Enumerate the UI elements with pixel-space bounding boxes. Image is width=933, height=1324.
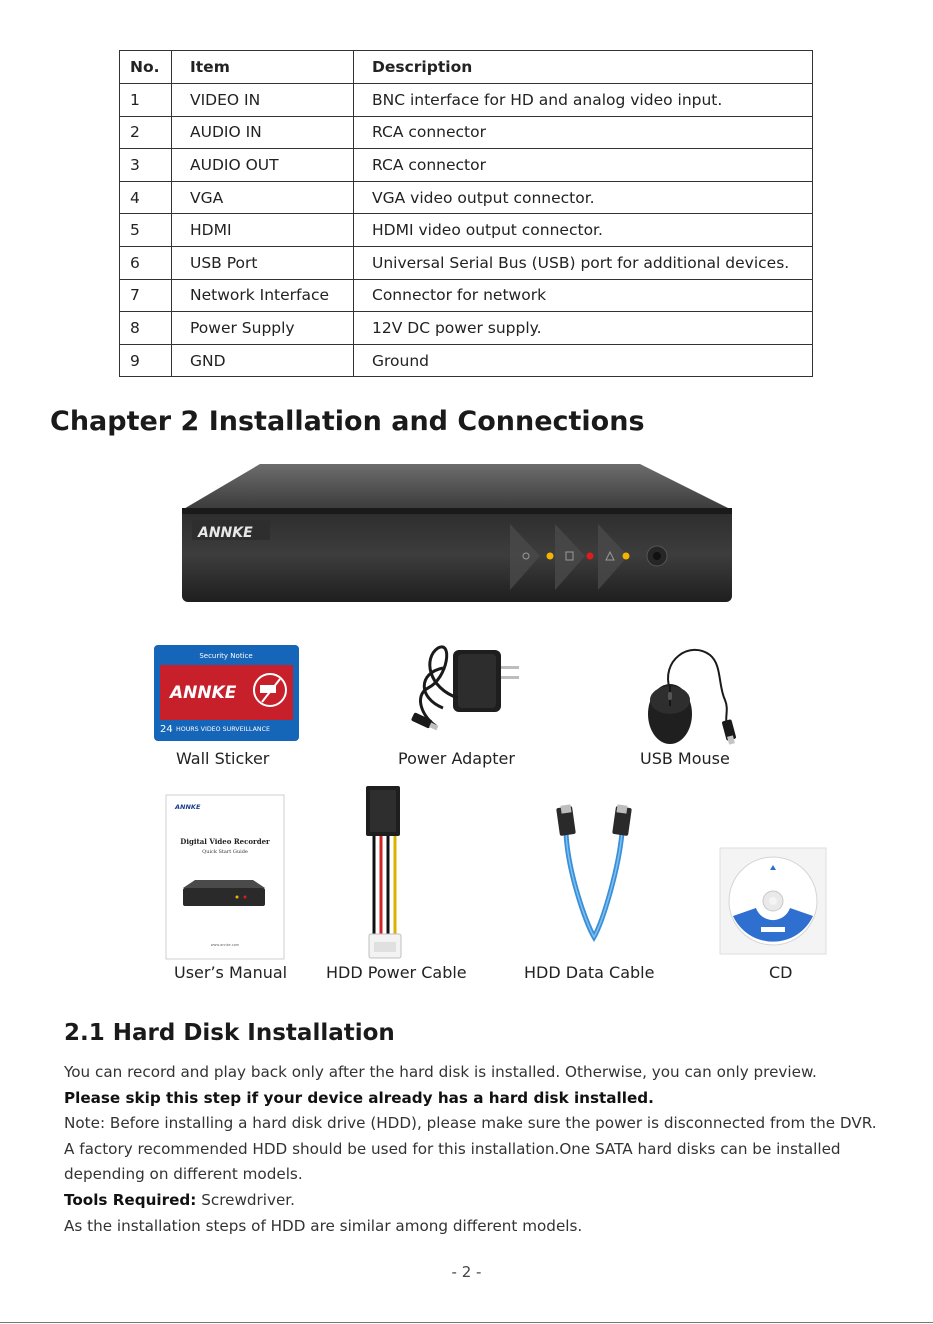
- section-body: [64, 1060, 904, 1239]
- row-item: Network Interface: [172, 279, 354, 312]
- row-description: Connector for network: [354, 279, 813, 312]
- row-no: 9: [120, 344, 172, 377]
- caption-wall-sticker: Wall Sticker: [176, 749, 270, 768]
- row-no: 7: [120, 279, 172, 312]
- header-item: Item: [172, 51, 354, 84]
- row-item: Power Supply: [172, 312, 354, 345]
- caption-power-adapter: Power Adapter: [398, 749, 515, 768]
- skip-notice: Please skip this step if your device already has a hard disk installed.: [64, 1088, 654, 1107]
- row-no: 5: [120, 214, 172, 247]
- tools-value: Screwdriver.: [196, 1190, 295, 1209]
- dvr-recorder-image: [180, 462, 735, 604]
- body-line-bold: [64, 1086, 904, 1112]
- caption-users-manual: User’s Manual: [174, 963, 288, 982]
- row-description: Universal Serial Bus (USB) port for additional devices.: [354, 246, 813, 279]
- table-row: [120, 246, 813, 279]
- tools-line: [64, 1188, 904, 1214]
- sticker-notice: Security Notice: [199, 652, 253, 660]
- caption-hdd-data-cable: HDD Data Cable: [524, 963, 655, 982]
- row-no: 6: [120, 246, 172, 279]
- caption-cd: CD: [769, 963, 793, 982]
- row-no: 8: [120, 312, 172, 345]
- body-line: A factory recommended HDD should be used for this installation.One SATA hard disks can be installed: [64, 1139, 841, 1158]
- table-row: [120, 214, 813, 247]
- row-no: 4: [120, 181, 172, 214]
- row-item: HDMI: [172, 214, 354, 247]
- row-description: RCA connector: [354, 116, 813, 149]
- sticker-brand: ANNKE: [170, 683, 237, 703]
- table-row: [120, 149, 813, 182]
- header-no: No.: [120, 51, 172, 84]
- bottom-rule: [0, 1322, 933, 1323]
- manual-footer: www.annke.com: [210, 943, 240, 947]
- table-header-row: [120, 51, 813, 84]
- hdd-power-cable-image: [360, 784, 408, 962]
- manual-subtitle: Quick Start Guide: [202, 849, 248, 855]
- row-item: USB Port: [172, 246, 354, 279]
- body-line: You can record and play back only after the hard disk is installed. Otherwise, you can only preview.: [64, 1063, 817, 1081]
- row-description: Ground: [354, 344, 813, 377]
- caption-usb-mouse: USB Mouse: [640, 749, 730, 768]
- row-description: 12V DC power supply.: [354, 312, 813, 345]
- sticker-hours-number: 24: [160, 724, 173, 735]
- table-row: [120, 344, 813, 377]
- table-row: [120, 181, 813, 214]
- row-no: 2: [120, 116, 172, 149]
- table-row: [120, 84, 813, 117]
- page-number: - 2 -: [451, 1263, 482, 1281]
- row-item: GND: [172, 344, 354, 377]
- hdd-data-cable-image: [548, 803, 638, 943]
- row-item: VGA: [172, 181, 354, 214]
- row-item: AUDIO IN: [172, 116, 354, 149]
- usb-mouse-image: [640, 640, 750, 746]
- connector-table: [119, 50, 813, 377]
- manual-title: Digital Video Recorder: [180, 837, 270, 846]
- sticker-hours-text: HOURS VIDEO SURVEILLANCE: [176, 726, 270, 733]
- body-line: depending on different models.: [64, 1165, 303, 1184]
- chapter-title: Chapter 2 Installation and Connections: [50, 406, 645, 437]
- header-description: Description: [354, 51, 813, 84]
- row-description: VGA video output connector.: [354, 181, 813, 214]
- row-description: RCA connector: [354, 149, 813, 182]
- row-description: BNC interface for HD and analog video input.: [354, 84, 813, 117]
- dvr-brand-logo: ANNKE: [198, 525, 253, 541]
- table-row: [120, 279, 813, 312]
- body-line: Note: Before installing a hard disk drive (HDD), please make sure the power is disconnected from the DVR.: [64, 1114, 877, 1133]
- row-description: HDMI video output connector.: [354, 214, 813, 247]
- manual-brand: ANNKE: [175, 803, 201, 811]
- cd-image: [720, 848, 826, 954]
- caption-hdd-power-cable: HDD Power Cable: [326, 963, 467, 982]
- wall-sticker-image: [154, 645, 299, 741]
- tools-label: Tools Required:: [64, 1190, 197, 1209]
- table-row: [120, 312, 813, 345]
- table-row: [120, 116, 813, 149]
- row-no: 3: [120, 149, 172, 182]
- users-manual-image: [165, 794, 285, 960]
- body-line: As the installation steps of HDD are similar among different models.: [64, 1216, 583, 1235]
- row-item: AUDIO OUT: [172, 149, 354, 182]
- row-item: VIDEO IN: [172, 84, 354, 117]
- section-title: 2.1 Hard Disk Installation: [64, 1020, 395, 1046]
- row-no: 1: [120, 84, 172, 117]
- power-adapter-image: [398, 638, 528, 743]
